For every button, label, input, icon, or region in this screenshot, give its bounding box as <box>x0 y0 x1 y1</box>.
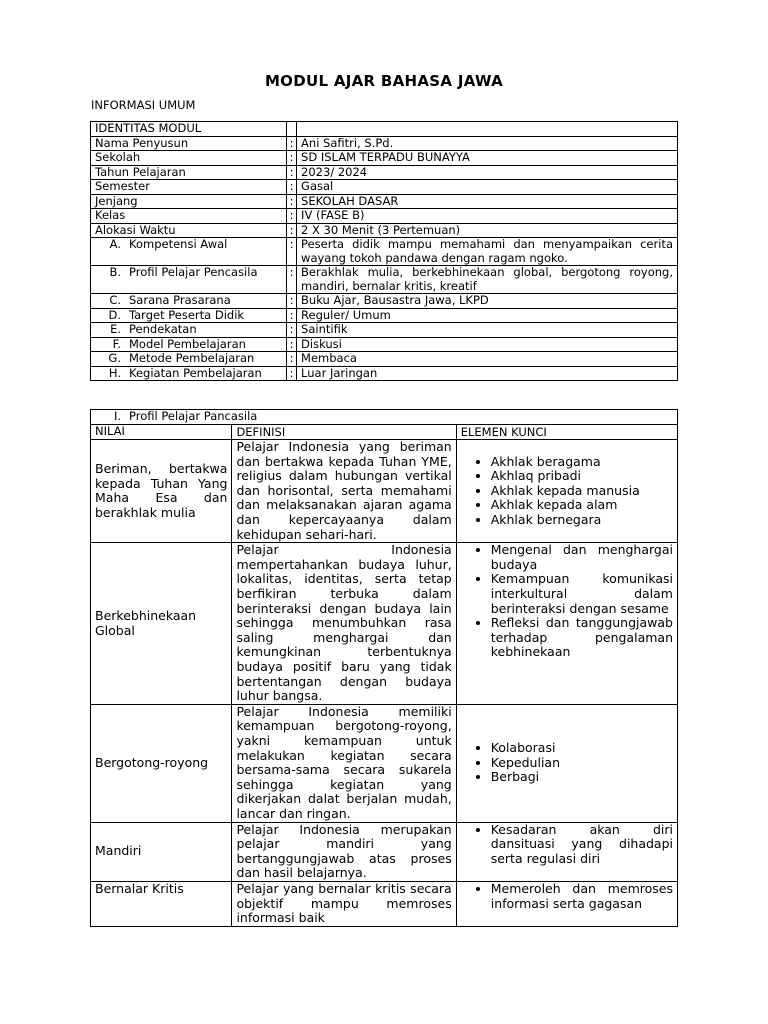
identity-row <box>91 209 678 224</box>
identity-label: Sekolah <box>91 151 287 166</box>
identity-sub-value: Peserta didik mampu memahami dan menyampaikan cerita wayang tokoh pandawa dengan ragam ngoko. <box>297 238 678 266</box>
identity-row <box>91 180 678 195</box>
identity-sub-label <box>95 367 282 381</box>
identity-sub-letter: H. <box>108 365 121 380</box>
elemen-kunci-item: • Akhlak kepada manusia <box>491 484 673 499</box>
nilai-cell: Bernalar Kritis <box>91 881 232 926</box>
profil-section-text: Profil Pelajar Pancasila <box>129 409 258 423</box>
identity-colon: : <box>287 366 297 381</box>
identity-colon: : <box>287 194 297 209</box>
identity-sub-label-cell <box>91 366 287 381</box>
identity-sub-value: Membaca <box>297 352 678 367</box>
identity-sub-label <box>95 309 282 323</box>
identity-sub-row <box>91 294 678 309</box>
identity-colon: : <box>287 209 297 224</box>
identity-value: 2023/ 2024 <box>297 165 678 180</box>
identity-sub-letter: F. <box>112 336 121 351</box>
identity-header-row <box>91 122 678 137</box>
value-cell <box>297 122 678 137</box>
identity-colon: : <box>287 165 297 180</box>
identity-sub-value: Berakhlak mulia, berkebhinekaan global, bergotong royong, mandiri, bernalar kritis, kreatif <box>297 266 678 294</box>
identity-label: Nama Penyusun <box>91 136 287 151</box>
profil-row <box>91 704 678 822</box>
elemen-kunci-item: • Akhlak beragama <box>491 455 673 470</box>
elemen-kunci-list <box>461 823 673 867</box>
identity-sub-label-cell <box>91 308 287 323</box>
identity-value: Ani Safitri, S.Pd. <box>297 136 678 151</box>
identity-sub-label-cell <box>91 266 287 294</box>
identity-rows <box>91 136 678 238</box>
identity-sub-letter: D. <box>108 307 121 322</box>
identity-label: Kelas <box>91 209 287 224</box>
nilai-cell: Mandiri <box>91 822 232 881</box>
identity-sub-label <box>95 352 282 366</box>
identity-sub-value: Buku Ajar, Bausastra Jawa, LKPD <box>297 294 678 309</box>
elemen-kunci-list <box>461 543 673 660</box>
identity-value: Gasal <box>297 180 678 195</box>
elemen-kunci-list <box>461 882 673 911</box>
identity-sub-label <box>95 323 282 337</box>
elemen-kunci-item: • Kolaborasi <box>491 741 673 756</box>
elemen-kunci-item: • Akhlaq pribadi <box>491 469 673 484</box>
elemen-kunci-cell <box>456 881 677 926</box>
elemen-kunci-item: • Mengenal dan menghargai budaya <box>491 543 673 572</box>
identity-sub-value: Reguler/ Umum <box>297 308 678 323</box>
identity-sub-label-cell <box>91 337 287 352</box>
nilai-cell: Beriman, bertakwa kepada Tuhan Yang Maha Esa dan berakhlak mulia <box>91 440 232 543</box>
section-label-informasi-umum: INFORMASI UMUM <box>91 98 196 112</box>
identity-sub-label <box>95 294 282 308</box>
elemen-kunci-item: • Memeroleh dan memroses informasi serta gagasan <box>491 882 673 911</box>
identity-sub-text: Profil Pelajar Pencasila <box>129 265 258 279</box>
identity-row <box>91 194 678 209</box>
identity-sub-letter: A. <box>109 237 121 251</box>
identity-colon: : <box>287 352 297 367</box>
elemen-kunci-cell <box>456 440 677 543</box>
identity-label: Jenjang <box>91 194 287 209</box>
elemen-kunci-cell <box>456 543 677 705</box>
identity-sub-value: Diskusi <box>297 337 678 352</box>
identity-sub-label <box>95 266 282 280</box>
document-title: MODUL AJAR BAHASA JAWA <box>264 72 504 90</box>
elemen-kunci-item: • Akhlak kepada alam <box>491 498 673 513</box>
elemen-kunci-item: • Kepedulian <box>491 756 673 771</box>
identity-sub-text: Target Peserta Didik <box>129 307 245 322</box>
identity-colon: : <box>287 223 297 238</box>
profil-rows <box>91 440 678 927</box>
elemen-kunci-list <box>461 455 673 528</box>
definisi-cell: Pelajar Indonesia merupakan pelajar mandiri yang bertanggungjawab atas proses dan hasil belajarnya. <box>232 822 456 881</box>
definisi-cell: Pelajar Indonesia memiliki kemampuan bergotong-royong, yakni kemampuan untuk melakukan kegiatan secara bersama-sama secara sukarela sehingga kegiatan yang dikerjakan dalat berjalan mudah, lancar dan ringan. <box>232 704 456 822</box>
identity-value: SD ISLAM TERPADU BUNAYYA <box>297 151 678 166</box>
identity-sub-value: Luar Jaringan <box>297 366 678 381</box>
identity-value: SEKOLAH DASAR <box>297 194 678 209</box>
elemen-kunci-item: • Kemampuan komunikasi interkultural dalam berinteraksi dengan sesame <box>491 572 673 616</box>
identity-row <box>91 223 678 238</box>
profil-row <box>91 822 678 881</box>
identity-sub-label <box>95 338 282 352</box>
identity-value: IV (FASE B) <box>297 209 678 224</box>
elemen-kunci-cell <box>456 704 677 822</box>
identity-sub-text: Pendekatan <box>129 322 197 336</box>
identity-sub-label-cell <box>91 323 287 338</box>
profil-pelajar-table <box>90 409 678 927</box>
profil-section-title-cell <box>91 410 678 425</box>
colon-cell <box>287 122 297 137</box>
profil-row <box>91 543 678 705</box>
profil-section-letter: I. <box>113 409 121 423</box>
identity-table <box>90 121 678 381</box>
header-elemen-kunci: ELEMEN KUNCI <box>456 424 677 440</box>
definisi-cell: Pelajar yang bernalar kritis secara objektif mampu memroses informasi baik <box>232 881 456 926</box>
elemen-kunci-item: • Akhlak bernegara <box>491 513 673 528</box>
identity-sub-label-cell <box>91 294 287 309</box>
profil-header-row <box>91 424 678 440</box>
identity-sub-label-cell <box>91 238 287 266</box>
definisi-cell: Pelajar Indonesia mempertahankan budaya luhur, lokalitas, identitas, serta tetap berfikiran terbuka dalam berinteraksi dengan budaya lain sehingga menumbuhkan rasa saling menghargai dan kemungkinan terbentuknya budaya positif baru yang tidak bertentangan dengan budaya luhur bangsa. <box>232 543 456 705</box>
identity-label: Semester <box>91 180 287 195</box>
identity-sub-letter: C. <box>109 293 121 307</box>
identity-label: Tahun Pelajaran <box>91 165 287 180</box>
identity-sub-letter: G. <box>108 351 121 365</box>
identity-sub-row <box>91 323 678 338</box>
header-definisi: DEFINISI <box>232 424 456 440</box>
identity-sub-value: Saintifik <box>297 323 678 338</box>
identity-sub-letter: E. <box>110 322 121 336</box>
identity-colon: : <box>287 323 297 338</box>
identity-colon: : <box>287 136 297 151</box>
identity-sub-row <box>91 337 678 352</box>
identity-colon: : <box>287 337 297 352</box>
identity-label: Alokasi Waktu <box>91 223 287 238</box>
elemen-kunci-cell <box>456 822 677 881</box>
identity-row <box>91 165 678 180</box>
identity-sub-label <box>95 238 282 252</box>
identity-header: IDENTITAS MODUL <box>91 122 287 137</box>
profil-section-row <box>91 410 678 425</box>
identity-sub-rows <box>91 238 678 381</box>
elemen-kunci-item: • Refleksi dan tanggungjawab terhadap pengalaman kebhinekaan <box>491 616 673 660</box>
identity-sub-text: Kegiatan Pembelajaran <box>129 365 262 380</box>
profil-row <box>91 440 678 543</box>
identity-sub-text: Kompetensi Awal <box>129 237 228 251</box>
identity-colon: : <box>287 294 297 309</box>
identity-sub-row <box>91 308 678 323</box>
identity-row <box>91 136 678 151</box>
identity-sub-row <box>91 352 678 367</box>
identity-colon: : <box>287 151 297 166</box>
identity-colon: : <box>287 266 297 294</box>
identity-sub-label-cell <box>91 352 287 367</box>
nilai-cell: Berkebhinekaan Global <box>91 543 232 705</box>
elemen-kunci-item: • Berbagi <box>491 770 673 785</box>
identity-row <box>91 151 678 166</box>
header-nilai: NILAI <box>91 424 232 440</box>
identity-sub-text: Sarana Prasarana <box>129 293 231 307</box>
identity-sub-letter: B. <box>109 265 121 279</box>
profil-section-title <box>95 410 673 424</box>
identity-colon: : <box>287 308 297 323</box>
profil-row <box>91 881 678 926</box>
elemen-kunci-item: • Kesadaran akan diri dansituasi yang dihadapi serta regulasi diri <box>491 823 673 867</box>
identity-sub-text: Model Pembelajaran <box>129 336 246 351</box>
elemen-kunci-list <box>461 741 673 785</box>
identity-sub-text: Metode Pembelajaran <box>129 351 255 365</box>
identity-colon: : <box>287 238 297 266</box>
identity-value: 2 X 30 Menit (3 Pertemuan) <box>297 223 678 238</box>
identity-sub-row <box>91 266 678 294</box>
identity-colon: : <box>287 180 297 195</box>
definisi-cell: Pelajar Indonesia yang beriman dan bertakwa kepada Tuhan YME, religius dalam hubungan vertikal dan horisontal, serta memahami dan melaksanakan ajaran agama dan kepercayaanya dalam kehidupan sehari-hari. <box>232 440 456 543</box>
nilai-cell: Bergotong-royong <box>91 704 232 822</box>
identity-sub-row <box>91 238 678 266</box>
identity-sub-row <box>91 366 678 381</box>
